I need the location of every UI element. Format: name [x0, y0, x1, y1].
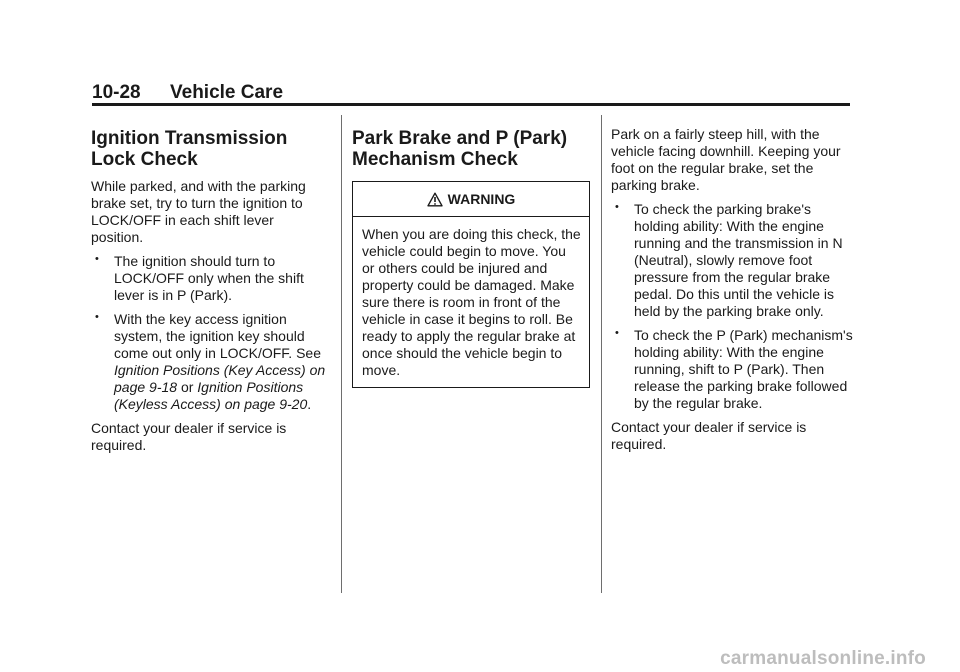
ignition-closing-paragraph: Contact your dealer if service is required. — [91, 420, 287, 453]
bullet-text: To check the parking brake's holding ability: With the engine running and the transmission in N (Neutral), slowly remove foot pressure from the regular brake pedal. Do this until the vehicle is held by the parking brake only. — [634, 201, 843, 319]
column-ignition-lock-check — [91, 128, 326, 454]
list-item — [611, 327, 856, 412]
bullet-text-or: or — [177, 379, 198, 395]
column-divider-1 — [341, 115, 342, 593]
watermark-text: carmanualsonline.info — [720, 648, 926, 669]
ignition-intro-paragraph: While parked, and with the parking brake set, try to turn the ignition to LOCK/OFF in each shift lever position. — [91, 178, 306, 245]
column-park-brake-check — [352, 128, 590, 388]
ignition-bullet-list — [91, 253, 326, 413]
bullet-icon: • — [615, 201, 619, 213]
column-park-brake-procedure — [611, 126, 856, 453]
park-brake-intro-paragraph: Park on a fairly steep hill, with the vehicle facing downhill. Keeping your foot on the regular brake, set the parking brake. — [611, 126, 841, 193]
bullet-icon: • — [615, 327, 619, 339]
bullet-icon: • — [95, 311, 99, 323]
warning-box — [352, 181, 590, 388]
heading-ignition-transmission-lock-check: Ignition Transmission Lock Check — [91, 128, 288, 170]
bullet-text: To check the P (Park) mechanism's holding ability: With the engine running, shift to P (Park). Then release the parking brake followed by the regular brake. — [634, 327, 853, 411]
section-title: Vehicle Care — [170, 82, 284, 103]
heading-park-brake-mechanism-check: Park Brake and P (Park) Mechanism Check — [352, 128, 568, 170]
warning-title-bar — [353, 182, 589, 217]
warning-title: WARNING — [447, 190, 516, 207]
bullet-icon: • — [95, 253, 99, 265]
list-item — [611, 201, 856, 320]
cross-reference-link-keyless-access[interactable]: Ignition Positions (Keyless Access) on page 9-20 — [114, 379, 308, 412]
bullet-text-end: . — [307, 396, 312, 412]
bullet-text: With the key access ignition system, the ignition key should come out only in LOCK/OFF. See — [114, 311, 321, 361]
list-item — [91, 253, 326, 304]
park-brake-bullet-list — [611, 201, 856, 412]
page-number: 10-28 — [92, 82, 141, 103]
bullet-text: The ignition should turn to LOCK/OFF only when the shift lever is in P (Park). — [114, 253, 304, 303]
column-divider-2 — [601, 115, 602, 593]
warning-body: When you are doing this check, the vehicle could begin to move. You or others could be injured and property could be damaged. Make sure there is room in front of the vehicle in case it begins to roll. Be ready to apply the regular brake at once should the vehicle begin to move. — [362, 226, 581, 378]
header-rule — [92, 103, 850, 106]
list-item — [91, 311, 326, 413]
warning-icon — [427, 192, 443, 207]
park-brake-closing-paragraph: Contact your dealer if service is required. — [611, 419, 807, 452]
cross-reference-link-key-access[interactable]: Ignition Positions (Key Access) on page 9-18 — [114, 362, 326, 395]
